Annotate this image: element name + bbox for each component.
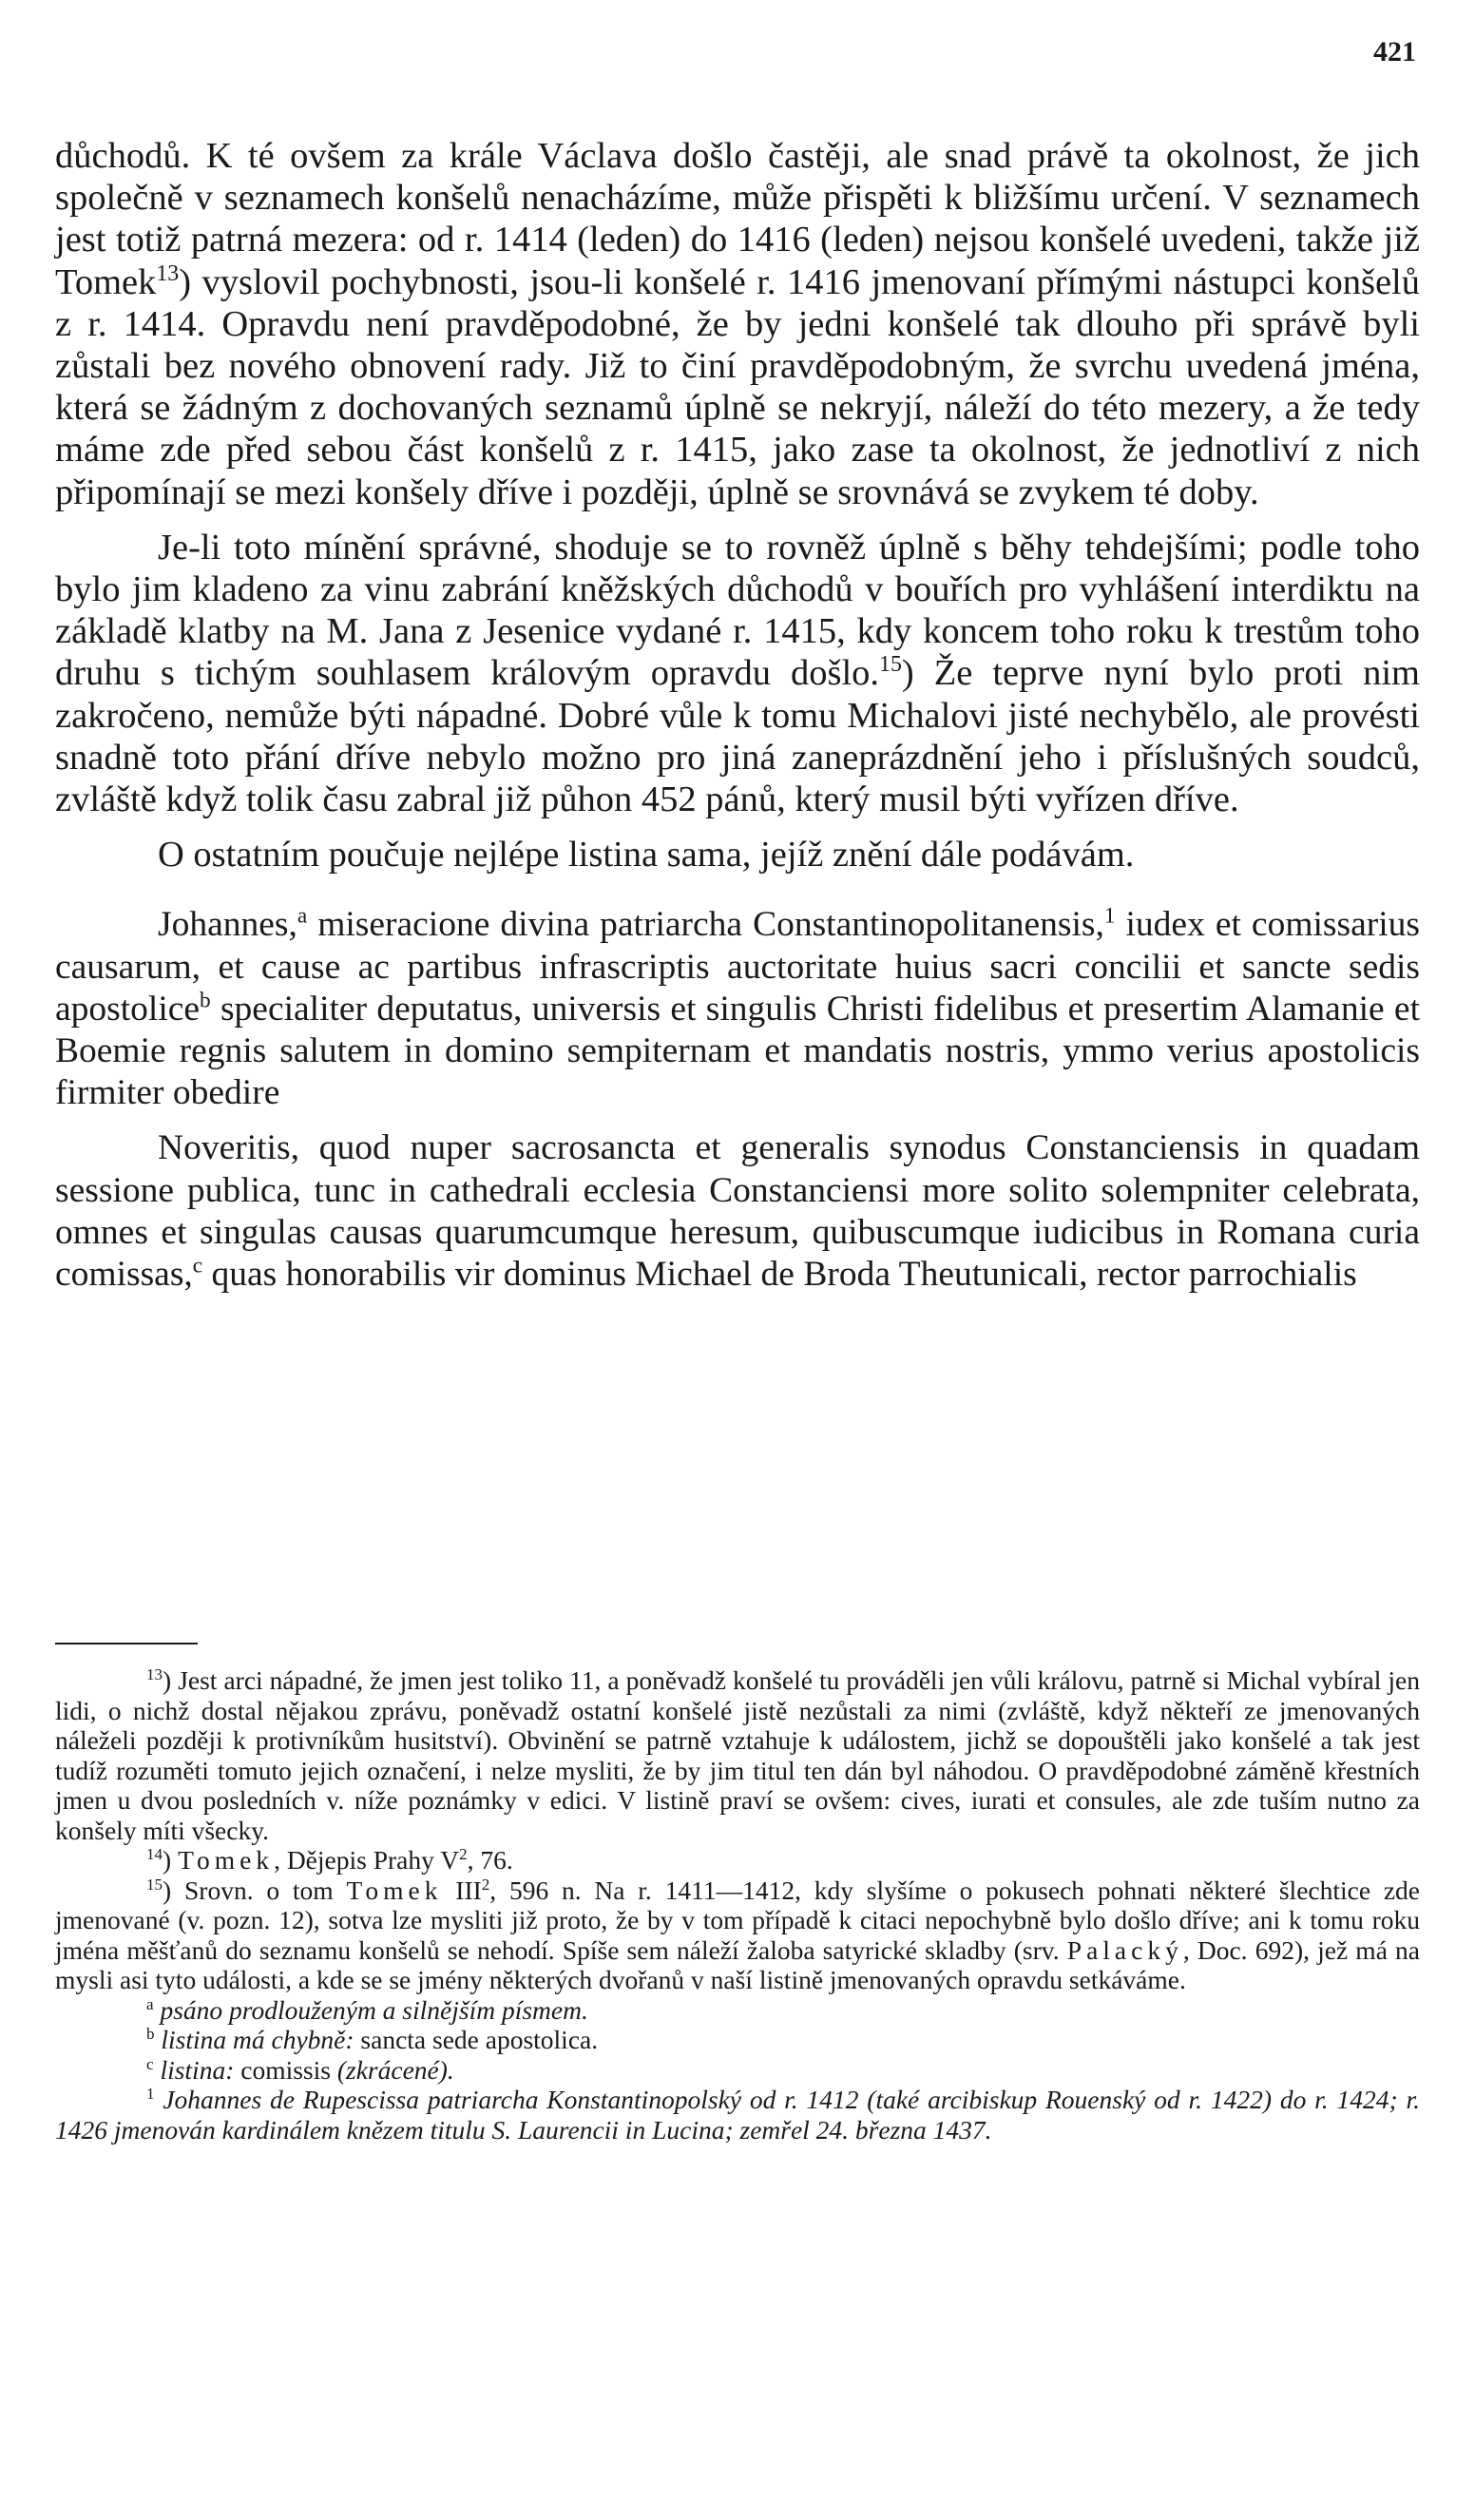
main-text [55, 135, 1420, 1296]
latin-paragraph-1: Johannes,$^a$ miseracione divina patriarcha Constantinopolitanensis,$^1$ iudex et comissarius causarum, et cause ac partibus infrascriptis auctoritate huius sacri concilii et sancte sedis apostolice$^b$ specialiter deputatus, universis et singulis Christi fidelibus et presertim Alamanie et Boemie regnis salutem in domino sempiternam et mandatis nostris, ymmo verius apostolicis firmiter obedire [55, 903, 1420, 1113]
editor-note-ref-b: b [200, 988, 211, 1013]
footnotes [55, 1665, 1420, 2145]
editor-note-ref-c: c [192, 1253, 203, 1279]
footnote-rule [55, 1643, 198, 1645]
page-number: 421 [1373, 36, 1416, 67]
editor-note-c: $^c$ listina: comissis (zkrácené). [146, 2054, 454, 2085]
paragraph-1: důchodů. K té ovšem za krále Václava došlo častěji, ale snad právě ta okolnost, že jich společně v seznamech konšelů nenacházíme, může přispěti k bližšímu určení. V seznamech jest totiž patrná mezera: od r. 1414 (leden) do 1416 (leden) nejsou konšelé uvedeni, takže již Tomek$^{13}$) vyslovil pochybnosti, jsou-li konšelé r. 1416 jmenovaní přímými nástupci konšelů z r. 1414. Opravdu není pravděpodobné, že by jedni konšelé tak dlouho při správě byli zůstali bez nového obnovení rady. Již to činí pravděpodobným, že svrchu uvedená jména, která se žádným z dochovaných seznamů úplně se nekryjí, náleží do této mezery, a že tedy máme zde před sebou část konšelů z r. 1415, jako zase ta okolnost, že jednotliví z nich připomínají se mezi konšely dříve i později, úplně se srovnává se zvykem té doby. [55, 136, 1420, 512]
footnote-ref-13: 13 [156, 260, 180, 286]
latin-paragraph-2: Noveritis, quod nuper sacrosancta et generalis synodus Constanciensis in quadam sessione publica, tunc in cathedrali ecclesia Constanciensi more solito solempniter celebrata, omnes et singulas causas quarumcumque heresum, quibuscumque iudicibus in Romana curia comissas,$^c$ quas honorabilis vir dominus Michael de Broda Theutunicali, rector parrochialis [55, 1128, 1420, 1295]
footnote-ref-15: 15 [879, 652, 902, 678]
footnote-15: $^{15}$) Srovn. o tom Tomek III$^2$, 596 n. Na r. 1411—1412, kdy slyšíme o pokusech pohnati některé šlechtice zde jmenované (v. pozn. 12), sotva lze mysliti již proto, že by v tom případě k citaci nepochybně bylo došlo dříve; ani k tomu roku jména měšťanů do seznamu konšelů se nehodí. Spíše sem náleží žaloba satyrické skladby (srv. Palacký, Doc. 692), jež má na mysli asi tyto události, a kde se se jmény některých dvořanů v naší listině jmenovaných opravdu setkáváme. [55, 1875, 1421, 1994]
footnote-13: $^{13}$) Jest arci nápadné, že jmen jest toliko 11, a poněvadž konšelé tu prováděli jen vůli královu, patrně si Michal vybíral jen lidi, o nichž dostal nějakou zprávu, poněvadž ostatní konšelé jistě nezůstali za nimi (zvláště, když někteří ze jmenovaných náleželi později k protivníkům husitství). Obvinění se patrně vztahuje k událostem, jichž se dopouštěli jako konšelé a tak jest tudíž rozuměti tomuto jejich označení, i nelze mysliti, že by jim titul ten dán byl náhodou. O pravděpodobné záměně křestních jmen u dvou posledních v. níže poznámky v edici. V listině praví se ovšem: cives, iurati et consules, ale zde tuším nutno za konšely míti všecky. [55, 1664, 1420, 1845]
footnote-14: $^{14}$) Tomek, Dějepis Prahy $V^2$, 76. [146, 1844, 513, 1875]
editor-note-ref-a: a [297, 903, 308, 929]
paragraph-3: O ostatním poučuje nejlépe listina sama, jejíž znění dále podávám. [158, 835, 1135, 875]
commentary-note-1: $^1$ Johannes de Rupescissa patriarcha Konstantinopolský od r. 1412 (také arcibiskup Rouenský od r. 1422) do r. 1424; r. 1426 jmenován kardinálem knězem titulu S. Laurencii in Lucina; zemřel 24. března 1437. [55, 2084, 1421, 2145]
editor-note-b: $^b$ listina má chybně: sancta sede apostolica. [146, 2024, 599, 2054]
commentary-ref-1: 1 [1103, 903, 1116, 929]
paragraph-2: Je-li toto mínění správné, shoduje se to rovněž úplně s běhy tehdejšími; podle toho bylo jim kladeno za vinu zabrání kněžských důchodů v bouřích pro vyhlášení interdiktu na základě klatby na M. Jana z Jesenice vydané r. 1415, kdy koncem toho roku k trestům toho druhu s tichým souhlasem královým opravdu došlo.$^{15}$) Že teprve nyní bylo proti nim zakročeno, nemůže býti nápadné. Dobré vůle k tomu Michalovi jisté nechybělo, ale provésti snadně toto přání dříve nebylo možno pro jiná zaneprázdnění jeho i příslušných soudců, zvláště když tolik času zabral již půhon 452 pánů, který musil býti vyřízen dříve. [55, 527, 1421, 820]
editor-note-a: $^a$ psáno prodlouženým a silnějším písmem. [146, 1994, 588, 2025]
